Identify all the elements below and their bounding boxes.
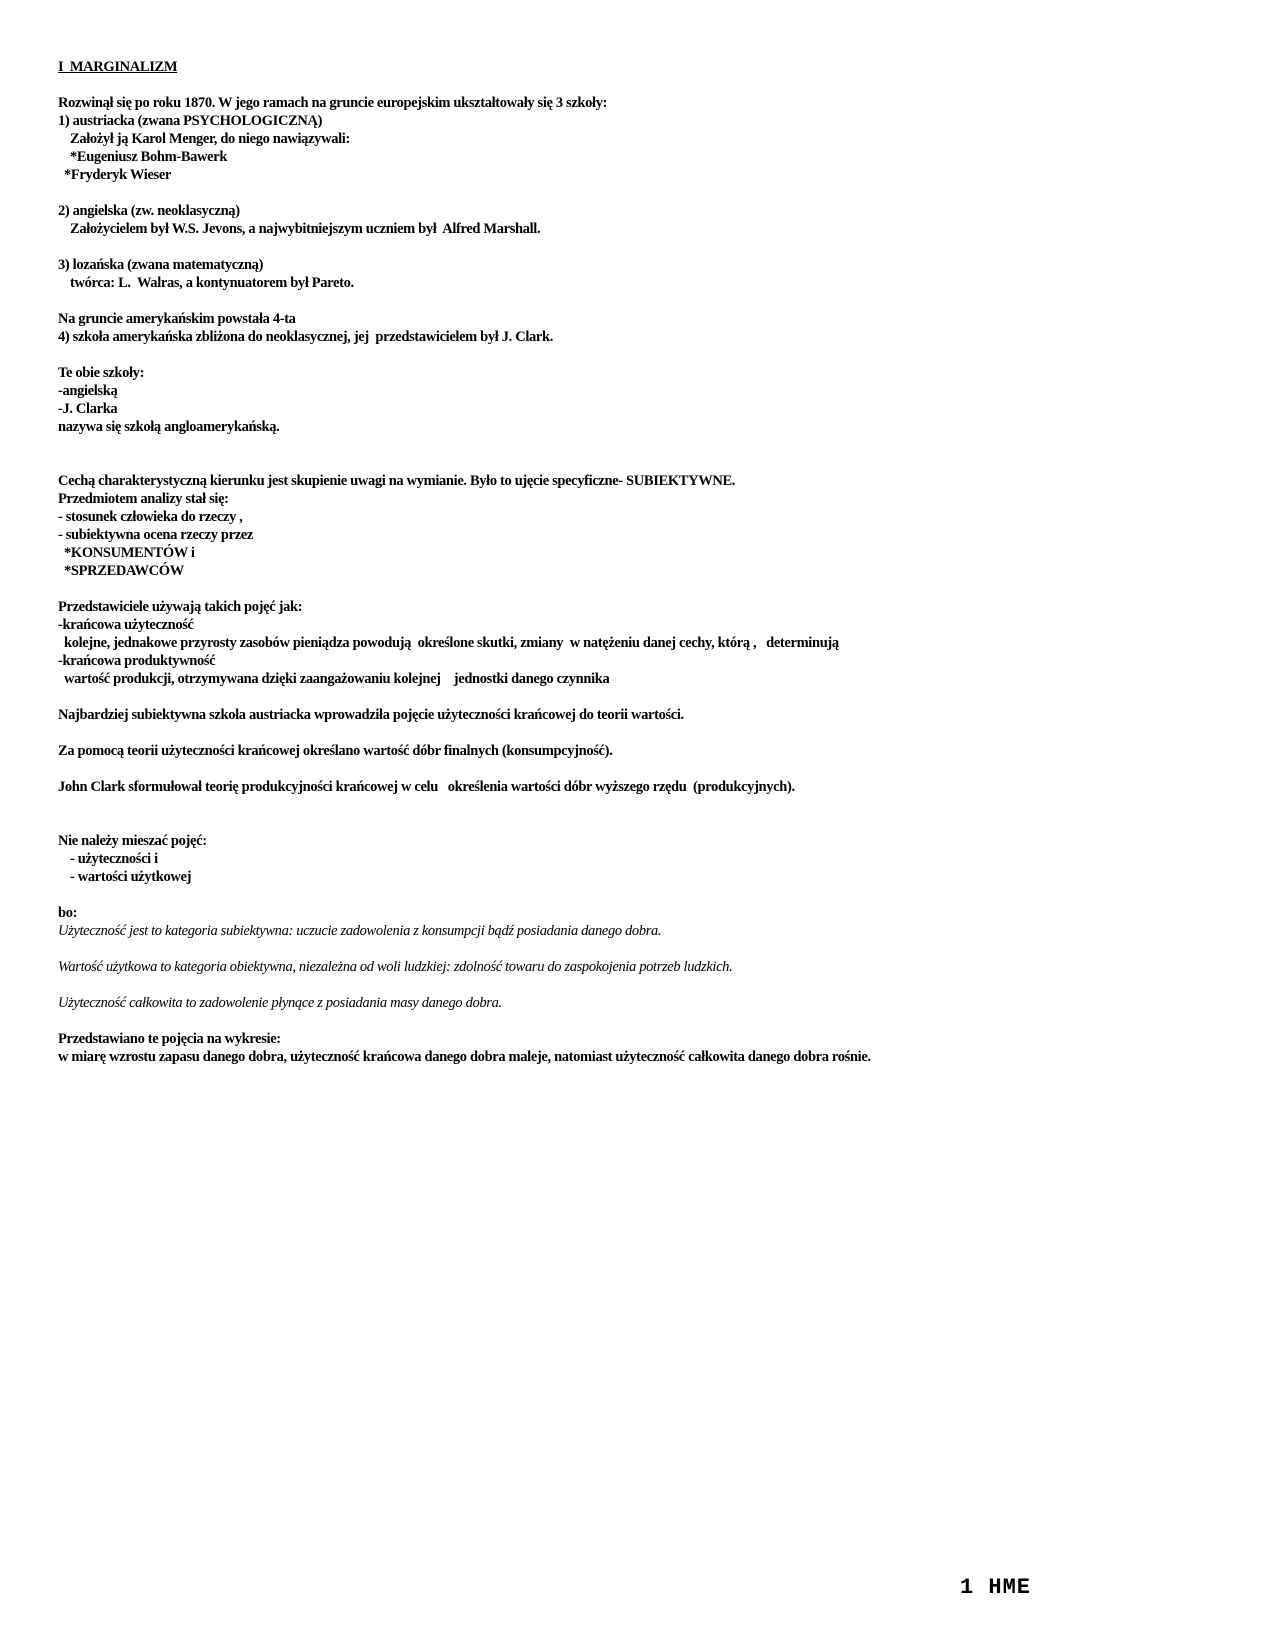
spacer xyxy=(58,1012,1218,1030)
paragraph: Za pomocą teorii użyteczności krańcowej określano wartość dóbr finalnych (konsumpcyjność). xyxy=(58,743,613,759)
feature-line: - stosunek człowieka do rzeczy , xyxy=(58,509,243,525)
both-schools-line: -angielską xyxy=(58,383,118,399)
spacer xyxy=(58,886,1218,904)
definition-utility: Użyteczność jest to kategoria subiektywna: uczucie zadowolenia z konsumpcji bądź posiadania danego dobra. xyxy=(58,923,662,939)
feature-line: Cechą charakterystyczną kierunku jest skupienie uwagi na wymianie. Było to ujęcie specyficzne- SUBIEKTYWNE. xyxy=(58,473,736,489)
school1-founder: Założył ją Karol Menger, do niego nawiązywali: xyxy=(70,131,350,147)
dontmix-line: Nie należy mieszać pojęć: xyxy=(58,833,207,849)
both-schools-line: Te obie szkoły: xyxy=(58,365,145,381)
school3-founder: twórca: L. Walras, a kontynuatorem był Pareto. xyxy=(70,275,354,291)
feature-line: Przedmiotem analizy stał się: xyxy=(58,491,229,507)
because-label: bo: xyxy=(58,905,78,921)
concepts-line: kolejne, jednakowe przyrosty zasobów pieniądza powodują określone skutki, zmiany w natężeniu danej cechy, którą , determinują xyxy=(64,635,839,651)
school1-heading: 1) austriacka (zwana PSYCHOLOGICZNĄ) xyxy=(58,113,323,129)
feature-line: *KONSUMENTÓW i xyxy=(64,545,195,561)
document-page xyxy=(58,58,1218,1066)
concepts-line: wartość produkcji, otrzymywana dzięki zaangażowaniu kolejnej jednostki danego czynnika xyxy=(64,671,610,687)
american-line: 4) szkoła amerykańska zbliżona do neoklasycznej, jej przedstawicielem był J. Clark. xyxy=(58,329,553,345)
definition-use-value: Wartość użytkowa to kategoria obiektywna, niezależna od woli ludzkiej: zdolność towaru do zaspokojenia potrzeb ludzkich. xyxy=(58,959,733,975)
concepts-line: -krańcowa produktywność xyxy=(58,653,216,669)
spacer xyxy=(58,184,1218,202)
spacer xyxy=(58,796,1218,832)
spacer xyxy=(58,292,1218,310)
spacer xyxy=(58,346,1218,364)
school1-follower: *Fryderyk Wieser xyxy=(64,167,172,183)
concepts-line: Przedstawiciele używają takich pojęć jak: xyxy=(58,599,303,615)
both-schools-line: -J. Clarka xyxy=(58,401,118,417)
spacer xyxy=(58,580,1218,598)
spacer xyxy=(58,688,1218,706)
chart-note-line: Przedstawiano te pojęcia na wykresie: xyxy=(58,1031,281,1047)
school1-follower: *Eugeniusz Bohm-Bawerk xyxy=(70,149,228,165)
paragraph: Najbardziej subiektywna szkoła austriacka wprowadziła pojęcie użyteczności krańcowej do teorii wartości. xyxy=(58,707,684,723)
document-title: I MARGINALIZM xyxy=(58,59,178,75)
dontmix-line: - wartości użytkowej xyxy=(70,869,192,885)
definition-total-utility: Użyteczność całkowita to zadowolenie płynące z posiadania masy danego dobra. xyxy=(58,995,502,1011)
spacer xyxy=(58,976,1218,994)
feature-line: *SPRZEDAWCÓW xyxy=(64,563,184,579)
school2-heading: 2) angielska (zw. neoklasyczną) xyxy=(58,203,240,219)
spacer xyxy=(58,238,1218,256)
american-line: Na gruncie amerykańskim powstała 4-ta xyxy=(58,311,296,327)
school3-heading: 3) lozańska (zwana matematyczną) xyxy=(58,257,264,273)
spacer xyxy=(58,724,1218,742)
spacer xyxy=(58,940,1218,958)
school2-founder: Założycielem był W.S. Jevons, a najwybitniejszym uczniem był Alfred Marshall. xyxy=(70,221,541,237)
spacer xyxy=(58,760,1218,778)
dontmix-line: - użyteczności i xyxy=(70,851,158,867)
intro-text: Rozwinął się po roku 1870. W jego ramach na gruncie europejskim ukształtowały się 3 szkoły: xyxy=(58,95,608,111)
both-schools-line: nazywa się szkołą angloamerykańską. xyxy=(58,419,280,435)
spacer xyxy=(58,76,1218,94)
feature-line: - subiektywna ocena rzeczy przez xyxy=(58,527,253,543)
spacer xyxy=(58,436,1218,472)
chart-note-line: w miarę wzrostu zapasu danego dobra, użyteczność krańcowa danego dobra maleje, natomiast użyteczność całkowita danego dobra rośnie. xyxy=(58,1049,871,1065)
page-footer: 1 HME xyxy=(960,1575,1032,1600)
paragraph: John Clark sformułował teorię produkcyjności krańcowej w celu określenia wartości dóbr wyższego rzędu (produkcyjnych). xyxy=(58,779,795,795)
concepts-line: -krańcowa użyteczność xyxy=(58,617,194,633)
